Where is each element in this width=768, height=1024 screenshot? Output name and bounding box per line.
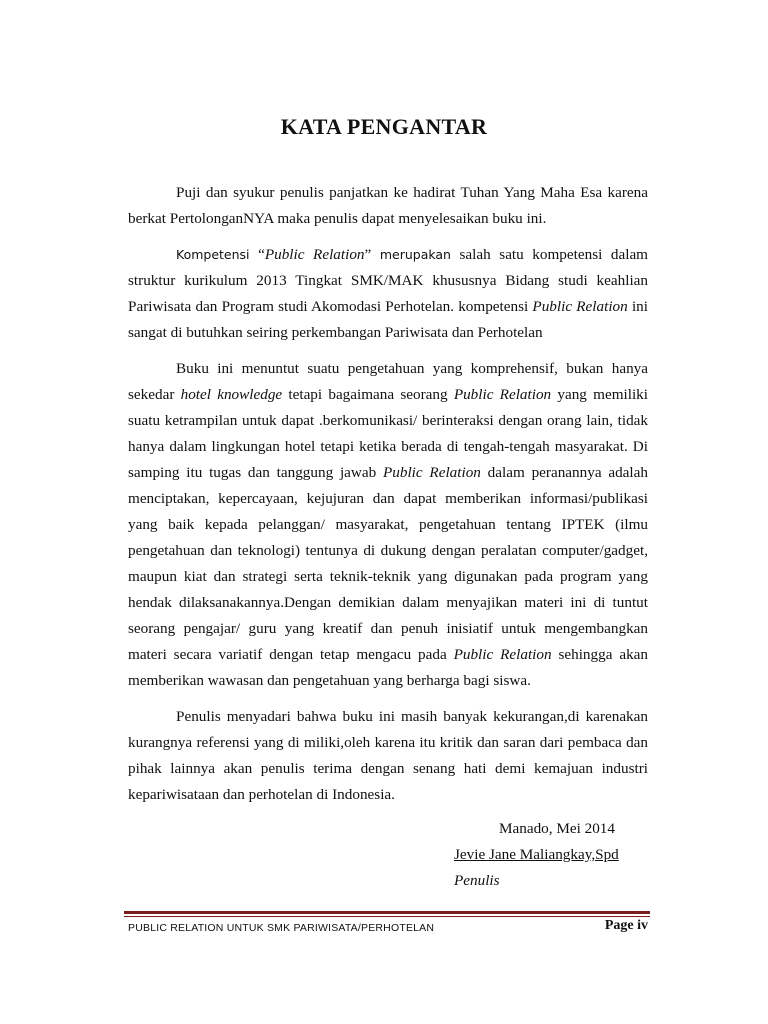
paragraph-2-run: Public Relation [532, 298, 628, 315]
paragraph-3-run: Public Relation [453, 386, 552, 403]
paragraph-2 [128, 242, 648, 346]
paragraph-4 [128, 704, 648, 808]
signature-name: Jevie Jane Maliangkay,Spd [454, 846, 619, 863]
signature-role: Penulis [454, 872, 500, 889]
footer-rule-thick [124, 911, 650, 914]
paragraph-2-run: Kompetensi [176, 247, 250, 262]
paragraph-3-run: hotel knowledge [180, 386, 283, 403]
footer-running-title: PUBLIC RELATION UNTUK SMK PARIWISATA/PERHOTELAN [128, 922, 435, 934]
paragraph-2-run: merupakan [379, 247, 451, 262]
paragraph-3 [128, 356, 648, 694]
paragraph-3-run: Public Relation [383, 464, 481, 481]
paragraph-1 [128, 180, 648, 232]
paragraph-3-run: Buku ini menuntut suatu pengetahuan yang komprehensif, bukan hanya sekedar [128, 360, 648, 403]
page-number: Page iv [604, 918, 648, 933]
paragraph-3-run: Public Relation [453, 646, 552, 663]
paragraph-2-run: Public Relation [264, 246, 365, 263]
paragraph-3-run: yang memiliki suatu ketrampilan untuk dapat .berkomunikasi/ berinteraksi dengan orang lain, tidak hanya dalam lingkungan hotel tetapi ketika berada di tengah-tengah masyarakat. Di samping itu tugas dan tanggung jawab [128, 386, 648, 481]
paragraph-2-run: ” [364, 246, 380, 263]
footer-rule-thin [124, 916, 650, 917]
paragraph-3-run: dalam peranannya adalah menciptakan, kepercayaan, kejujuran dan dapat memberikan informasi/publikasi yang baik kepada pelanggan/ masyarakat, pengetahuan tentang IPTEK (ilmu pengetahuan dan teknologi) tentunya di dukung dengan peralatan computer/gadget, maupun kiat dan strategi serta teknik-teknik yang digunakan pada program yang hendak dilaksanakannya.Dengan demikian dalam menyajikan materi ini di tuntut seorang pengajar/ guru yang kreatif dan penuh inisiatif untuk mengembangkan materi secara variatif dengan tetap mengacu pada [128, 464, 648, 663]
paragraph-2-run: “ [249, 246, 265, 263]
body-text [128, 180, 648, 808]
signature-place-date: Manado, Mei 2014 [499, 820, 615, 837]
page-title: KATA PENGANTAR [280, 114, 488, 139]
paragraph-3-run: tetapi bagaimana seorang [282, 386, 454, 403]
paragraph-4-run: Penulis menyadari bahwa buku ini masih banyak kekurangan,di karenakan kurangnya referensi yang di miliki,oleh karena itu kritik dan saran dari pembaca dan pihak lainnya akan penulis terima dengan senang hati demi kemajuan industri kepariwisataan dan perhotelan di Indonesia. [128, 708, 648, 803]
paragraph-3-run: sehingga akan memberikan wawasan dan pengetahuan yang berharga bagi siswa. [128, 646, 648, 689]
paragraph-1-run: Puji dan syukur penulis panjatkan ke hadirat Tuhan Yang Maha Esa karena berkat PertolonganNYA maka penulis dapat menyelesaikan buku ini. [128, 184, 648, 227]
paragraph-2-run: salah satu kompetensi dalam struktur kurikulum 2013 Tingkat SMK/MAK khususnya Bidang studi keahlian Pariwisata dan Program studi Akomodasi Perhotelan. kompetensi [128, 246, 648, 315]
paragraph-2-run: ini sangat di butuhkan seiring perkembangan Pariwisata dan Perhotelan [128, 298, 648, 341]
